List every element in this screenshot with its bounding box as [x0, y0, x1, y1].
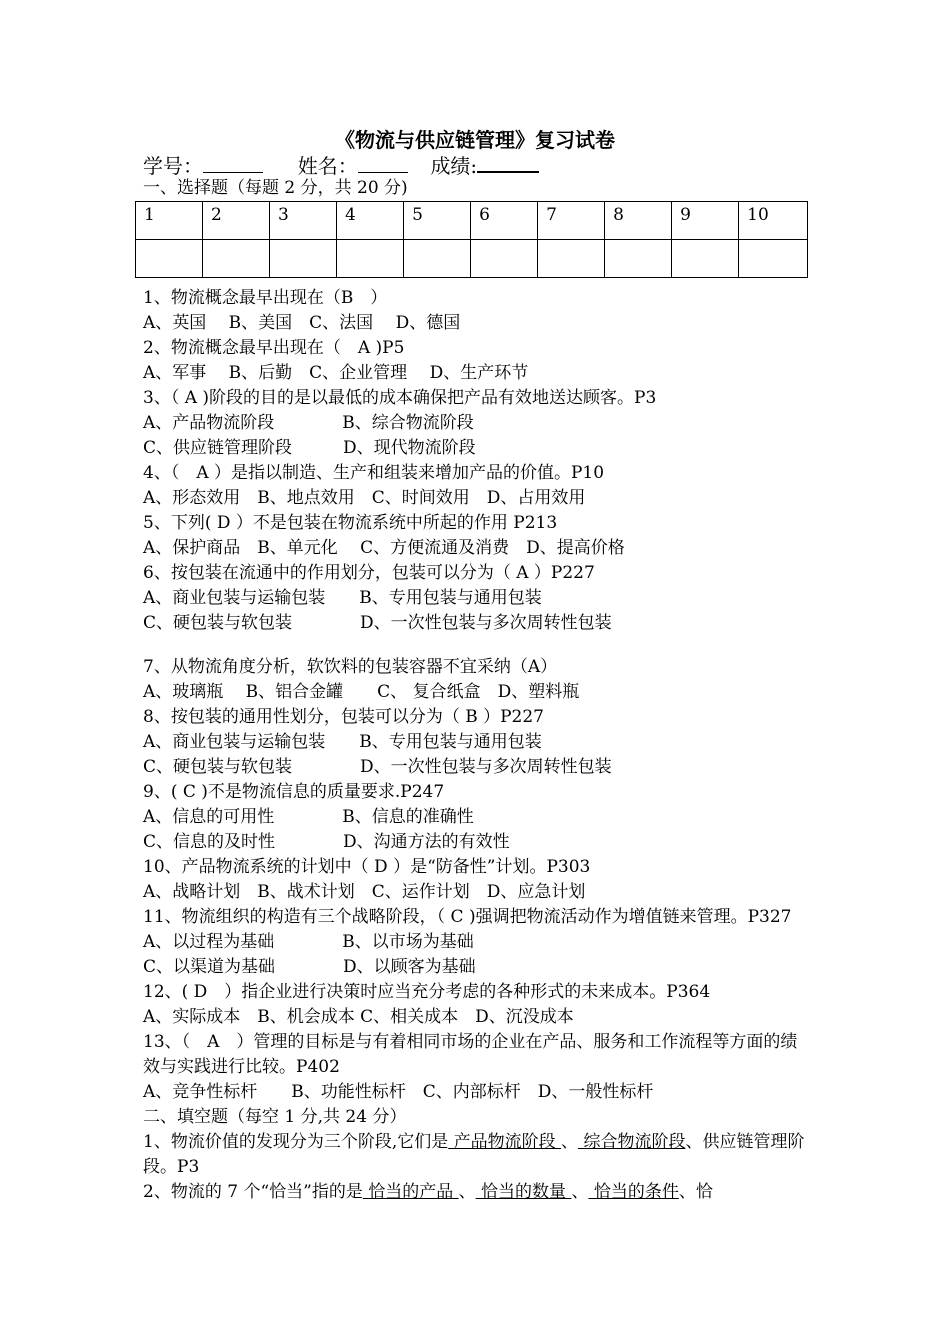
option-line: C、硬包装与软包装 D、一次性包装与多次周转性包装 — [143, 757, 612, 777]
fill-text: 、 — [571, 1182, 589, 1202]
option-line: A、保护商品 B、单元化 C、方便流通及消费 D、提高价格 — [143, 538, 625, 558]
answer-col-header: 3 — [270, 202, 337, 240]
answer-cell[interactable] — [471, 240, 538, 278]
answer-cell[interactable] — [404, 240, 471, 278]
name-label: 姓名： — [297, 154, 358, 178]
exam-body — [143, 176, 808, 1205]
fill-text: 、 — [458, 1182, 476, 1202]
answer-col-header: 8 — [605, 202, 672, 240]
question-line: 2、物流概念最早出现在（ A )P5 — [143, 338, 405, 358]
question-line: 8、按包装的通用性划分，包装可以分为（ B ）P227 — [143, 707, 545, 727]
fill-answer: 产品物流阶段 — [448, 1132, 562, 1152]
option-line: A、形态效用 B、地点效用 C、时间效用 D、占用效用 — [143, 488, 586, 508]
fill-text: 2、物流的 7 个“恰当”指的是 — [143, 1182, 363, 1202]
paragraph-gap — [143, 636, 808, 655]
fill-answer: 综合物流阶段 — [578, 1132, 686, 1152]
answer-col-header: 1 — [136, 202, 203, 240]
question-line: 13、（ A ）管理的目标是与有着相同市场的企业在产品、服务和工作流程等方面的绩效与实践进行比较。P402 — [143, 1032, 798, 1077]
section-header-fill: 二、填空题（每空 1 分,共 24 分） — [143, 1107, 407, 1127]
answer-table-header-row — [136, 202, 808, 240]
student-id-label: 学号： — [143, 154, 203, 178]
question-line: 5、下列( D ）不是包装在物流系统中所起的作用 P213 — [143, 513, 558, 533]
answer-col-header: 9 — [672, 202, 739, 240]
answer-col-header: 5 — [404, 202, 471, 240]
question-line: 12、( D ）指企业进行决策时应当充分考虑的各种形式的未来成本。P364 — [143, 982, 711, 1002]
question-line: 3、（ A )阶段的目的是以最低的成本确保把产品有效地送达顾客。P3 — [143, 388, 657, 408]
answer-cell[interactable] — [538, 240, 605, 278]
answer-table-row — [136, 240, 808, 278]
question-line: 1、物流概念最早出现在（B ） — [143, 288, 388, 308]
option-line: A、实际成本 B、机会成本 C、相关成本 D、沉没成本 — [143, 1007, 574, 1027]
answer-col-header: 10 — [739, 202, 808, 240]
question-line: 7、从物流角度分析，软饮料的包装容器不宜采纳（A） — [143, 657, 558, 677]
option-line: A、战略计划 B、战术计划 C、运作计划 D、应急计划 — [143, 882, 586, 902]
fill-question-1 — [143, 1130, 808, 1180]
answer-cell[interactable] — [270, 240, 337, 278]
score-label: 成绩: — [430, 154, 478, 178]
option-line: A、商业包装与运输包装 B、专用包装与通用包装 — [143, 732, 542, 752]
answer-col-header: 4 — [337, 202, 404, 240]
option-line: A、商业包装与运输包装 B、专用包装与通用包装 — [143, 588, 542, 608]
option-line: A、信息的可用性 B、信息的准确性 — [143, 807, 474, 827]
fill-text: 1、物流价值的发现分为三个阶段,它们是 — [143, 1132, 449, 1152]
answer-cell[interactable] — [203, 240, 270, 278]
option-line: C、信息的及时性 D、沟通方法的有效性 — [143, 832, 510, 852]
option-line: C、以渠道为基础 D、以顾客为基础 — [143, 957, 476, 977]
question-line: 6、按包装在流通中的作用划分，包装可以分为（ A ）P227 — [143, 563, 595, 583]
fill-answer: 恰当的产品 — [362, 1182, 459, 1202]
fill-text: 、 — [561, 1132, 579, 1152]
score-blank[interactable] — [477, 153, 539, 173]
answer-cell[interactable] — [337, 240, 404, 278]
option-line: A、竞争性标杆 B、功能性标杆 C、内部标杆 D、一般性标杆 — [143, 1082, 654, 1102]
answer-col-header: 7 — [538, 202, 605, 240]
option-line: A、玻璃瓶 B、铝合金罐 C、 复合纸盒 D、塑料瓶 — [143, 682, 580, 702]
answer-table — [135, 201, 808, 278]
section-header-choice: 一、选择题（每题 2 分，共 20 分) — [143, 178, 408, 198]
answer-cell[interactable] — [605, 240, 672, 278]
answer-cell[interactable] — [136, 240, 203, 278]
option-line: C、供应链管理阶段 D、现代物流阶段 — [143, 438, 476, 458]
option-line: A、英国 B、美国 C、法国 D、德国 — [143, 313, 461, 333]
question-line: 10、产品物流系统的计划中（ D ）是“防备性”计划。P303 — [143, 857, 591, 877]
student-info-line — [143, 150, 539, 179]
option-line: A、军事 B、后勤 C、企业管理 D、生产环节 — [143, 363, 529, 383]
fill-answer: 恰当的数量 — [475, 1182, 572, 1202]
fill-text: 、恰 — [678, 1182, 713, 1202]
question-line: 11、物流组织的构造有三个战略阶段，（ C )强调把物流活动作为增值链来管理。P327 — [143, 907, 792, 927]
question-line: 4、（ A ）是指以制造、生产和组装来增加产品的价值。P10 — [143, 463, 605, 483]
fill-answer: 恰当的条件 — [588, 1182, 679, 1202]
option-line: C、硬包装与软包装 D、一次性包装与多次周转性包装 — [143, 613, 612, 633]
page-title: 《物流与供应链管理》复习试卷 — [335, 128, 615, 152]
fill-text: 、供应链管理阶段。P3 — [143, 1132, 805, 1177]
student-id-blank[interactable] — [203, 154, 263, 173]
fill-question-2 — [143, 1180, 808, 1205]
option-line: A、以过程为基础 B、以市场为基础 — [143, 932, 474, 952]
answer-col-header: 6 — [471, 202, 538, 240]
answer-cell[interactable] — [739, 240, 808, 278]
answer-cell[interactable] — [672, 240, 739, 278]
question-line: 9、( C )不是物流信息的质量要求.P247 — [143, 782, 445, 802]
name-blank[interactable] — [358, 154, 408, 173]
answer-col-header: 2 — [203, 202, 270, 240]
option-line: A、产品物流阶段 B、综合物流阶段 — [143, 413, 474, 433]
